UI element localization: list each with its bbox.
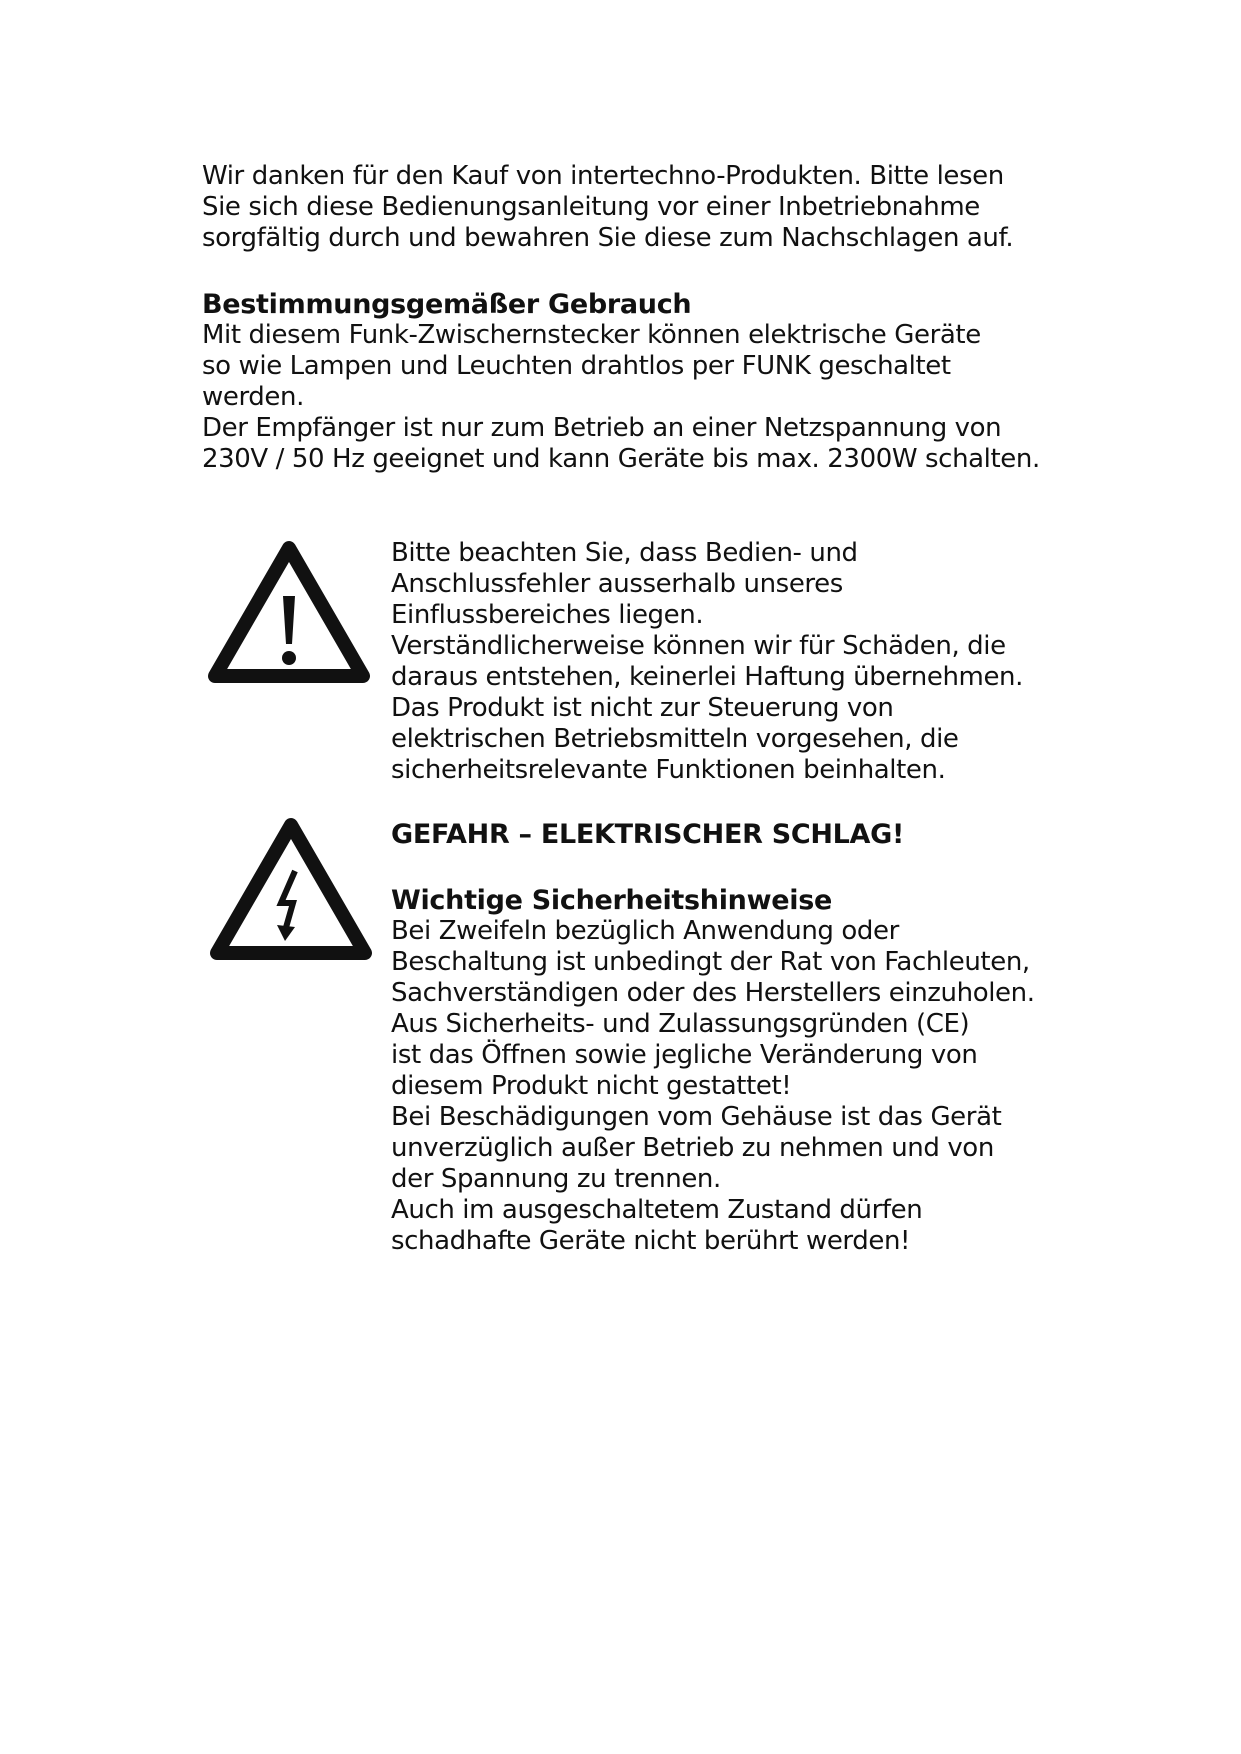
intro-line: Wir danken für den Kauf von intertechno-Produkten. Bitte lesen <box>202 161 1004 191</box>
danger-line: Bei Zweifeln bezüglich Anwendung oder <box>391 916 899 946</box>
danger-line: Auch im ausgeschaltetem Zustand dürfen <box>391 1195 923 1225</box>
danger-line: diesem Produkt nicht gestattet! <box>391 1071 792 1101</box>
danger-line: Sachverständigen oder des Herstellers einzuholen. <box>391 978 1035 1008</box>
warning-line: Verständlicherweise können wir für Schäden, die <box>391 631 1006 661</box>
warning-line: Das Produkt ist nicht zur Steuerung von <box>391 693 894 723</box>
intro-line: Sie sich diese Bedienungsanleitung vor einer Inbetriebnahme <box>202 192 980 222</box>
safety-subheading: Wichtige Sicherheitshinweise <box>391 885 832 916</box>
intended-use-line: so wie Lampen und Leuchten drahtlos per FUNK geschaltet <box>202 351 951 381</box>
electric-shock-icon <box>209 817 373 965</box>
warning-line: daraus entstehen, keinerlei Haftung übernehmen. <box>391 662 1023 692</box>
warning-line: Anschlussfehler ausserhalb unseres <box>391 569 843 599</box>
warning-line: sicherheitsrelevante Funktionen beinhalten. <box>391 755 946 785</box>
danger-line: Aus Sicherheits- und Zulassungsgründen (CE) <box>391 1009 970 1039</box>
intended-use-line: werden. <box>202 382 304 412</box>
danger-line: Bei Beschädigungen vom Gehäuse ist das Gerät <box>391 1102 1002 1132</box>
intended-use-line: Mit diesem Funk-Zwischernstecker können elektrische Geräte <box>202 320 981 350</box>
intended-use-line: 230V / 50 Hz geeignet und kann Geräte bis max. 2300W schalten. <box>202 444 1040 474</box>
danger-line: schadhafte Geräte nicht berührt werden! <box>391 1226 911 1256</box>
danger-title: GEFAHR – ELEKTRISCHER SCHLAG! <box>391 819 905 850</box>
danger-line: Beschaltung ist unbedingt der Rat von Fachleuten, <box>391 947 1030 977</box>
warning-line: elektrischen Betriebsmitteln vorgesehen, die <box>391 724 959 754</box>
danger-line: ist das Öffnen sowie jegliche Veränderung von <box>391 1040 978 1070</box>
danger-line: unverzüglich außer Betrieb zu nehmen und von <box>391 1133 994 1163</box>
warning-line: Einflussbereiches liegen. <box>391 600 704 630</box>
intro-line: sorgfältig durch und bewahren Sie diese zum Nachschlagen auf. <box>202 223 1014 253</box>
danger-line: der Spannung zu trennen. <box>391 1164 721 1194</box>
warning-line: Bitte beachten Sie, dass Bedien- und <box>391 538 858 568</box>
intended-use-line: Der Empfänger ist nur zum Betrieb an einer Netzspannung von <box>202 413 1002 443</box>
warning-triangle-icon <box>207 540 371 688</box>
intended-use-heading: Bestimmungsgemäßer Gebrauch <box>202 289 692 320</box>
